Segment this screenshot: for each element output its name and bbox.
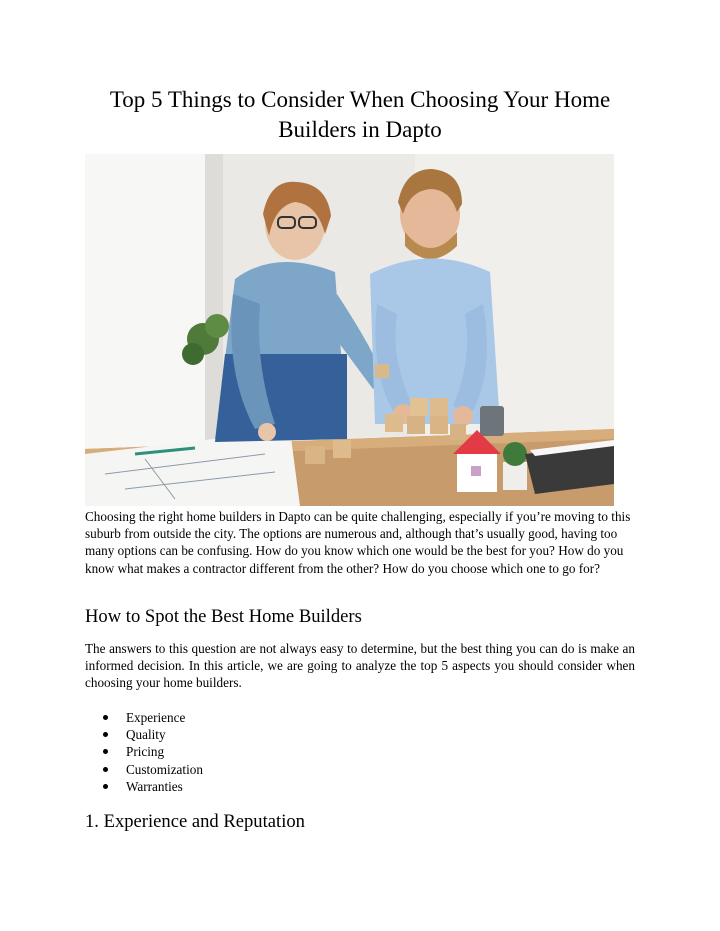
list-item: Quality [85,726,203,743]
list-item: Pricing [85,743,203,760]
list-item: Warranties [85,778,203,795]
page-title: Top 5 Things to Consider When Choosing Your Home Builders in Dapto [109,87,611,142]
section-heading-experience: 1. Experience and Reputation [85,811,305,832]
bullet-icon [103,784,108,789]
section-heading-best-builders: How to Spot the Best Home Builders [85,606,362,627]
article-photo [85,154,614,506]
intro-paragraph: Choosing the right home builders in Dapto can be quite challenging, especially if you’re moving to this suburb from outside the city. The options are numerous and, although that’s usually good, having too many options can be confusing. How do you know which one would be the best for you? How do you know what makes a contractor different from the other? How do you choose which one to go for? [85,509,631,576]
bullet-icon [103,749,108,754]
list-item: Experience [85,709,203,726]
bullet-icon [103,767,108,772]
list-item: Customization [85,761,203,778]
aspects-list [85,709,203,795]
bullet-icon [103,732,108,737]
section-paragraph: The answers to this question are not always easy to determine, but the best thing you can do is make an informed decision. In this article, we are going to analyze the top 5 aspects you should consider when choosing your home builders. [85,641,635,691]
bullet-icon [103,715,108,720]
